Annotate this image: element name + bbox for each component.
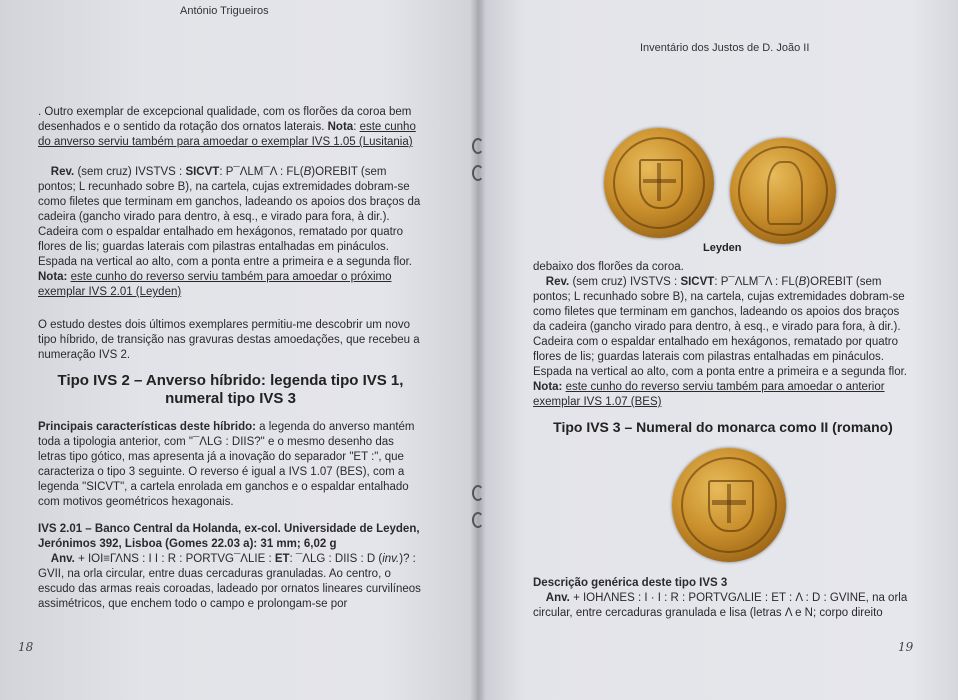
left-page <box>0 0 478 700</box>
binding-stitch <box>472 512 484 528</box>
left-block-4-label: Principais características deste híbrido: <box>38 421 256 433</box>
left-anv-text3: )? : GVII, na orla circular, entre duas cercaduras granuladas. Ao centro, o escudo das armas reais coroadas, ladeado por ornatos lineares curvilíneos assimétricos, que enchem todo o campo e prolongam-se por <box>38 553 421 610</box>
left-anv-inv: inv. <box>382 553 400 565</box>
coin-obverse-leyden <box>604 128 714 238</box>
left-heading <box>38 372 423 408</box>
right-rev-text1: (sem cruz) IVSTVS : <box>572 276 678 288</box>
left-block-5 <box>38 522 423 612</box>
left-anv-text2: : ¯ΛLG : DIIS : D ( <box>289 553 383 565</box>
left-block-5-title: IVS 2.01 – Banco Central da Holanda, ex-col. Universidade de Leyden, Jerónimos 392, Lisboa (Gomes 22.03 a): 31 mm; 6,02 g <box>38 523 420 550</box>
right-anv-label: Anv. <box>545 592 570 604</box>
left-anv-et: ET <box>274 553 290 565</box>
left-block-1: . Outro exemplar de excepcional qualidade, com os florões da coroa bem desenhados e o sentido da rotação dos ornatos laterais. Nota: este cunho do anverso serviu também para amoedar o exemplar IVS 1.05 (Lusitania) <box>38 106 416 148</box>
right-heading: Tipo IVS 3 – Numeral do monarca como II (romano) <box>553 419 893 435</box>
right-page <box>478 0 958 700</box>
left-block-4 <box>38 420 423 510</box>
left-anv-label: Anv. <box>50 553 75 565</box>
left-block-3: O estudo destes dois últimos exemplares permitiu-me descobrir um novo tipo híbrido, de transição nas gravuras destas amoedações, que recebeu a numeração IVS 2. <box>38 319 420 361</box>
left-rev-sicvt: SICVT <box>185 166 220 178</box>
left-rev-b: B <box>303 166 312 178</box>
left-header: António Trigueiros <box>180 5 269 17</box>
left-heading-line2: numeral tipo IVS 3 <box>165 390 296 407</box>
left-rev-text3: )OREBIT (sem pontos; L recunhado sobre B), na cartela, cujas extremidades dobram-se como filetes que terminam em ganchos, ladeando os apoios dos braços da cadeira (gancho virado para dentro, à esq., e virado para fora, à dir.). Cadeira com o espaldar entalhado em hexágonos, rematado por quatro flores de lis; guardas laterais com pilastras entalhadas em pináculos. Espada na vertical ao alto, com a ponta entre a primeira e a segunda flor. <box>38 166 421 268</box>
right-block-2-title: Descrição genérica deste tipo IVS 3 <box>533 577 728 589</box>
right-rev-nota-text: este cunho do reverso serviu também para amoedar o anterior exemplar IVS 1.07 (BES) <box>533 381 885 408</box>
binding-stitch <box>472 138 484 154</box>
left-anv-text1: + IOI≡ΓΛNS : I I : R : PORTVG¯ΛLIE : <box>78 553 272 565</box>
left-block-1-nota-label: Nota <box>327 121 354 133</box>
right-rev-sicvt: SICVT <box>680 276 715 288</box>
binding-stitch <box>472 485 484 501</box>
right-anv-text: + IOHΛNES : I · I : R : PORTVGΛLIE : ET : Λ : D : GVINE, na orla circular, entre cercaduras granulada e lisa (letras Λ e N; corpo direito <box>533 592 908 619</box>
left-block-4-text: a legenda do anverso mantém toda a tipologia anterior, com "¯ΛLG : DIIS?" e o mesmo desenho das letras tipo gótico, mas apresenta já a inovação do separador "ET :", que caracteriza o tipo 3 seguinte. O reverso é igual a IVS 1.07 (BES), com a legenda "SICVT", a cartela enrolada em ganchos e o espaldar entalhado com motivos geométricos hexagonais. <box>38 421 415 508</box>
left-block-1-line1: . Outro exemplar de excepcional qualidade, com os florões da coroa <box>38 106 386 118</box>
right-rev-b: B <box>798 276 807 288</box>
left-rev-text1: (sem cruz) IVSTVS : <box>77 166 183 178</box>
coin-tipo-ivs3 <box>672 448 786 562</box>
left-block-2 <box>38 165 423 300</box>
left-block-1-nota-text: este cunho do anverso serviu também para amoedar o exemplar IVS 1.05 (Lusitania) <box>38 121 416 148</box>
left-rev-label: Rev. <box>50 166 75 178</box>
left-heading-line1: Tipo IVS 2 – Anverso híbrido: legenda tipo IVS 1, <box>57 372 404 389</box>
right-page-number: 19 <box>898 640 914 654</box>
right-rev-label: Rev. <box>545 276 570 288</box>
right-rev-text2: : P¯ΛLM¯Λ : FL( <box>714 276 799 288</box>
right-rev-text3: )OREBIT (sem pontos; L recunhado sobre B), na cartela, cujas extremidades dobram-se como filetes que terminam em ganchos, ladeando os apoios dos braços da cadeira (gancho virado para dentro, à esq., e virado para fora, à dir.). Cadeira com o espaldar entalhado em hexágonos, rematado por quatro flores de lis; guardas laterais com pilastras entalhadas em pináculos. Espada na vertical ao alto, com a ponta entre a primeira e a segunda flor. <box>533 276 907 378</box>
coin-reverse-leyden <box>730 138 836 244</box>
right-rev-nota-label: Nota: <box>533 381 563 393</box>
right-block-1-intro: debaixo dos florões da coroa. <box>533 261 684 273</box>
right-block-2 <box>533 576 913 621</box>
right-header: Inventário dos Justos de D. João II <box>640 42 810 54</box>
left-rev-nota-text: este cunho do reverso serviu também para amoedar o próximo exemplar IVS 2.01 (Leyden) <box>38 271 392 298</box>
coin-caption: Leyden <box>703 242 742 254</box>
left-rev-nota-label: Nota: <box>38 271 68 283</box>
right-block-1 <box>533 260 913 410</box>
left-page-number: 18 <box>18 640 34 654</box>
left-block-1-line2: bem desenhados e o sentido da rotação dos ornatos laterais. <box>38 106 412 133</box>
binding-stitch <box>472 165 484 181</box>
left-rev-text2: : P¯ΛLM¯Λ : FL( <box>219 166 304 178</box>
